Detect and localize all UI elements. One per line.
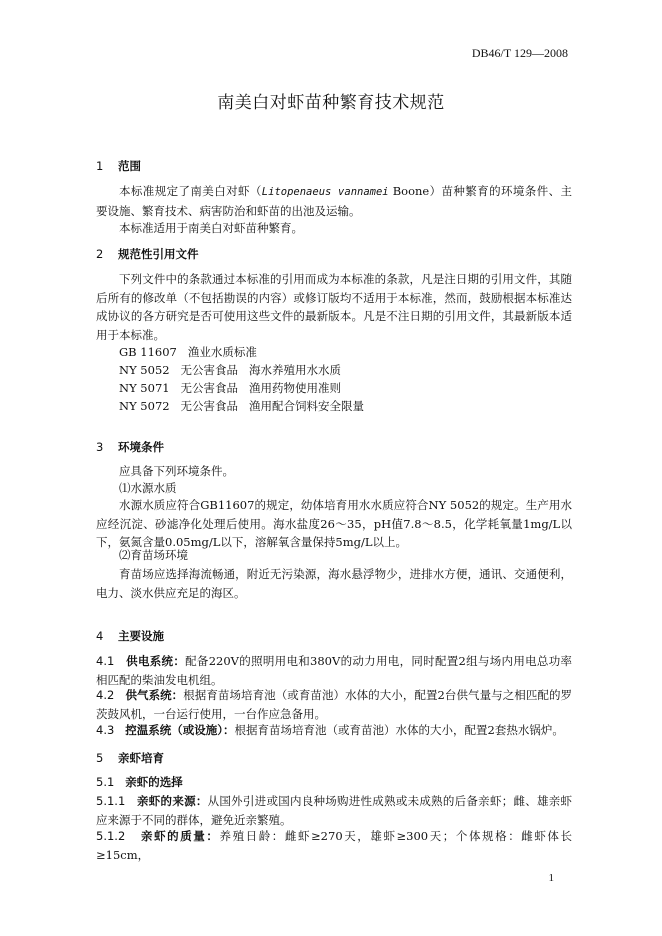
- subsection-4-3: [96, 721, 572, 740]
- section-3-paragraph-2: 育苗场应选择海流畅通，附近无污染源，海水悬浮物少，进排水方便，通讯、交通便利，电力、淡水供应充足的海区。: [96, 567, 572, 600]
- subsection-text: 根据育苗场培育池（或育苗池）水体的大小，配置2台供气量与之相匹配的罗茨鼓风机，一台运行使用，一台作应急备用。: [96, 688, 572, 721]
- section-3-intro: 应具备下列环境条件。: [119, 464, 234, 478]
- subsection-5-1-2: [96, 827, 572, 864]
- text-run: Boone）苗种繁育的环境条件、主要设施、繁育技术、病害防治和虾苗的出池及运输。: [96, 184, 573, 218]
- subsection-text: 从国外引进或国内良种场购进性成熟或未成熟的后备亲虾；雌、雄亲虾应来源于不同的群体，避免近亲繁殖。: [96, 794, 573, 827]
- subsection-label: 供电系统：: [126, 654, 186, 668]
- section-title: 环境条件: [118, 440, 164, 454]
- subsection-5-1-1: [96, 792, 572, 829]
- section-title: 范围: [118, 159, 141, 173]
- section-title: 亲虾培育: [118, 751, 164, 765]
- section-number: 4: [96, 629, 104, 643]
- subsection-label: 亲虾的选择: [125, 775, 183, 789]
- section-1-paragraph-1: [96, 182, 572, 220]
- subsection-number: 4.2: [96, 688, 115, 702]
- subsection-label: 亲虾的来源：: [137, 794, 208, 808]
- subsection-label: 供气系统：: [125, 688, 184, 702]
- subsection-number: 5.1: [96, 775, 115, 789]
- reference-item: NY 5072 无公害食品 渔用配合饲料安全限量: [119, 399, 365, 413]
- subsection-number: 4.3: [96, 723, 115, 737]
- section-title: 规范性引用文件: [118, 247, 199, 261]
- section-4-heading: [96, 628, 164, 644]
- section-number: 3: [96, 440, 104, 454]
- section-title: 主要设施: [118, 629, 164, 643]
- latin-name: Litopenaeus vannamei: [261, 186, 389, 198]
- reference-item: GB 11607 渔业水质标准: [119, 345, 257, 359]
- section-1-heading: [96, 158, 141, 174]
- section-2-heading: [96, 246, 199, 262]
- reference-item: NY 5052 无公害食品 海水养殖用水水质: [119, 363, 342, 377]
- subsection-number: 5.1.2: [96, 829, 126, 843]
- subsection-text: 根据育苗场培育池（或育苗池）水体的大小，配置2套热水锅炉。: [234, 723, 564, 737]
- section-3-item-1: ⑴水源水质: [119, 481, 177, 495]
- subsection-number: 5.1.1: [96, 794, 126, 808]
- standard-code: DB46/T 129—2008: [471, 46, 568, 60]
- section-3-item-2: ⑵育苗场环境: [119, 548, 188, 562]
- section-number: 2: [96, 247, 104, 261]
- subsection-text: 配备220V的照明用电和380V的动力用电，同时配置2组与场内用电总功率相匹配的柴油发电机组。: [96, 654, 573, 687]
- page-title: 南美白对虾苗种繁育技术规范: [217, 93, 445, 113]
- subsection-5-1: [96, 773, 572, 792]
- subsection-label: 控温系统（或设施）：: [125, 723, 235, 737]
- subsection-number: 4.1: [96, 654, 115, 668]
- reference-item: NY 5071 无公害食品 渔用药物使用准则: [119, 381, 342, 395]
- section-3-paragraph-1: 水源水质应符合GB11607的规定，幼体培育用水水质应符合NY 5052的规定。生产用水应经沉淀、砂滤净化处理后使用。海水盐度26～35，pH值7.8～8.5，化学耗氧量1mg/L以下，氨氮含量0.05mg/L以下，溶解氧含量保持5mg/L以上。: [96, 498, 572, 549]
- text-run: 本标准规定了南美白对虾（: [119, 184, 262, 198]
- subsection-4-2: [96, 686, 572, 723]
- subsection-text: 养殖日龄：雌虾≥270天，雄虾≥300天；个体规格：雌虾体长≥15cm，: [96, 829, 573, 862]
- subsection-label: 亲虾的质量：: [140, 829, 220, 843]
- section-5-heading: [96, 750, 164, 766]
- section-1-paragraph-2: 本标准适用于南美白对虾苗种繁育。: [119, 221, 303, 235]
- section-2-paragraph-1: 下列文件中的条款通过本标准的引用而成为本标准的条款，凡是注日期的引用文件，其随后所有的修改单（不包括勘误的内容）或修订版均不适用于本标准，然而，鼓励根据本标准达成协议的各方研究是否可使用这些文件的最新版本。凡是不注日期的引用文件，其最新版本适用于本标准。: [96, 272, 572, 342]
- section-3-heading: [96, 439, 164, 455]
- subsection-4-1: [96, 652, 572, 689]
- page-number: 1: [548, 872, 554, 884]
- section-number: 5: [96, 751, 104, 765]
- section-number: 1: [96, 159, 104, 173]
